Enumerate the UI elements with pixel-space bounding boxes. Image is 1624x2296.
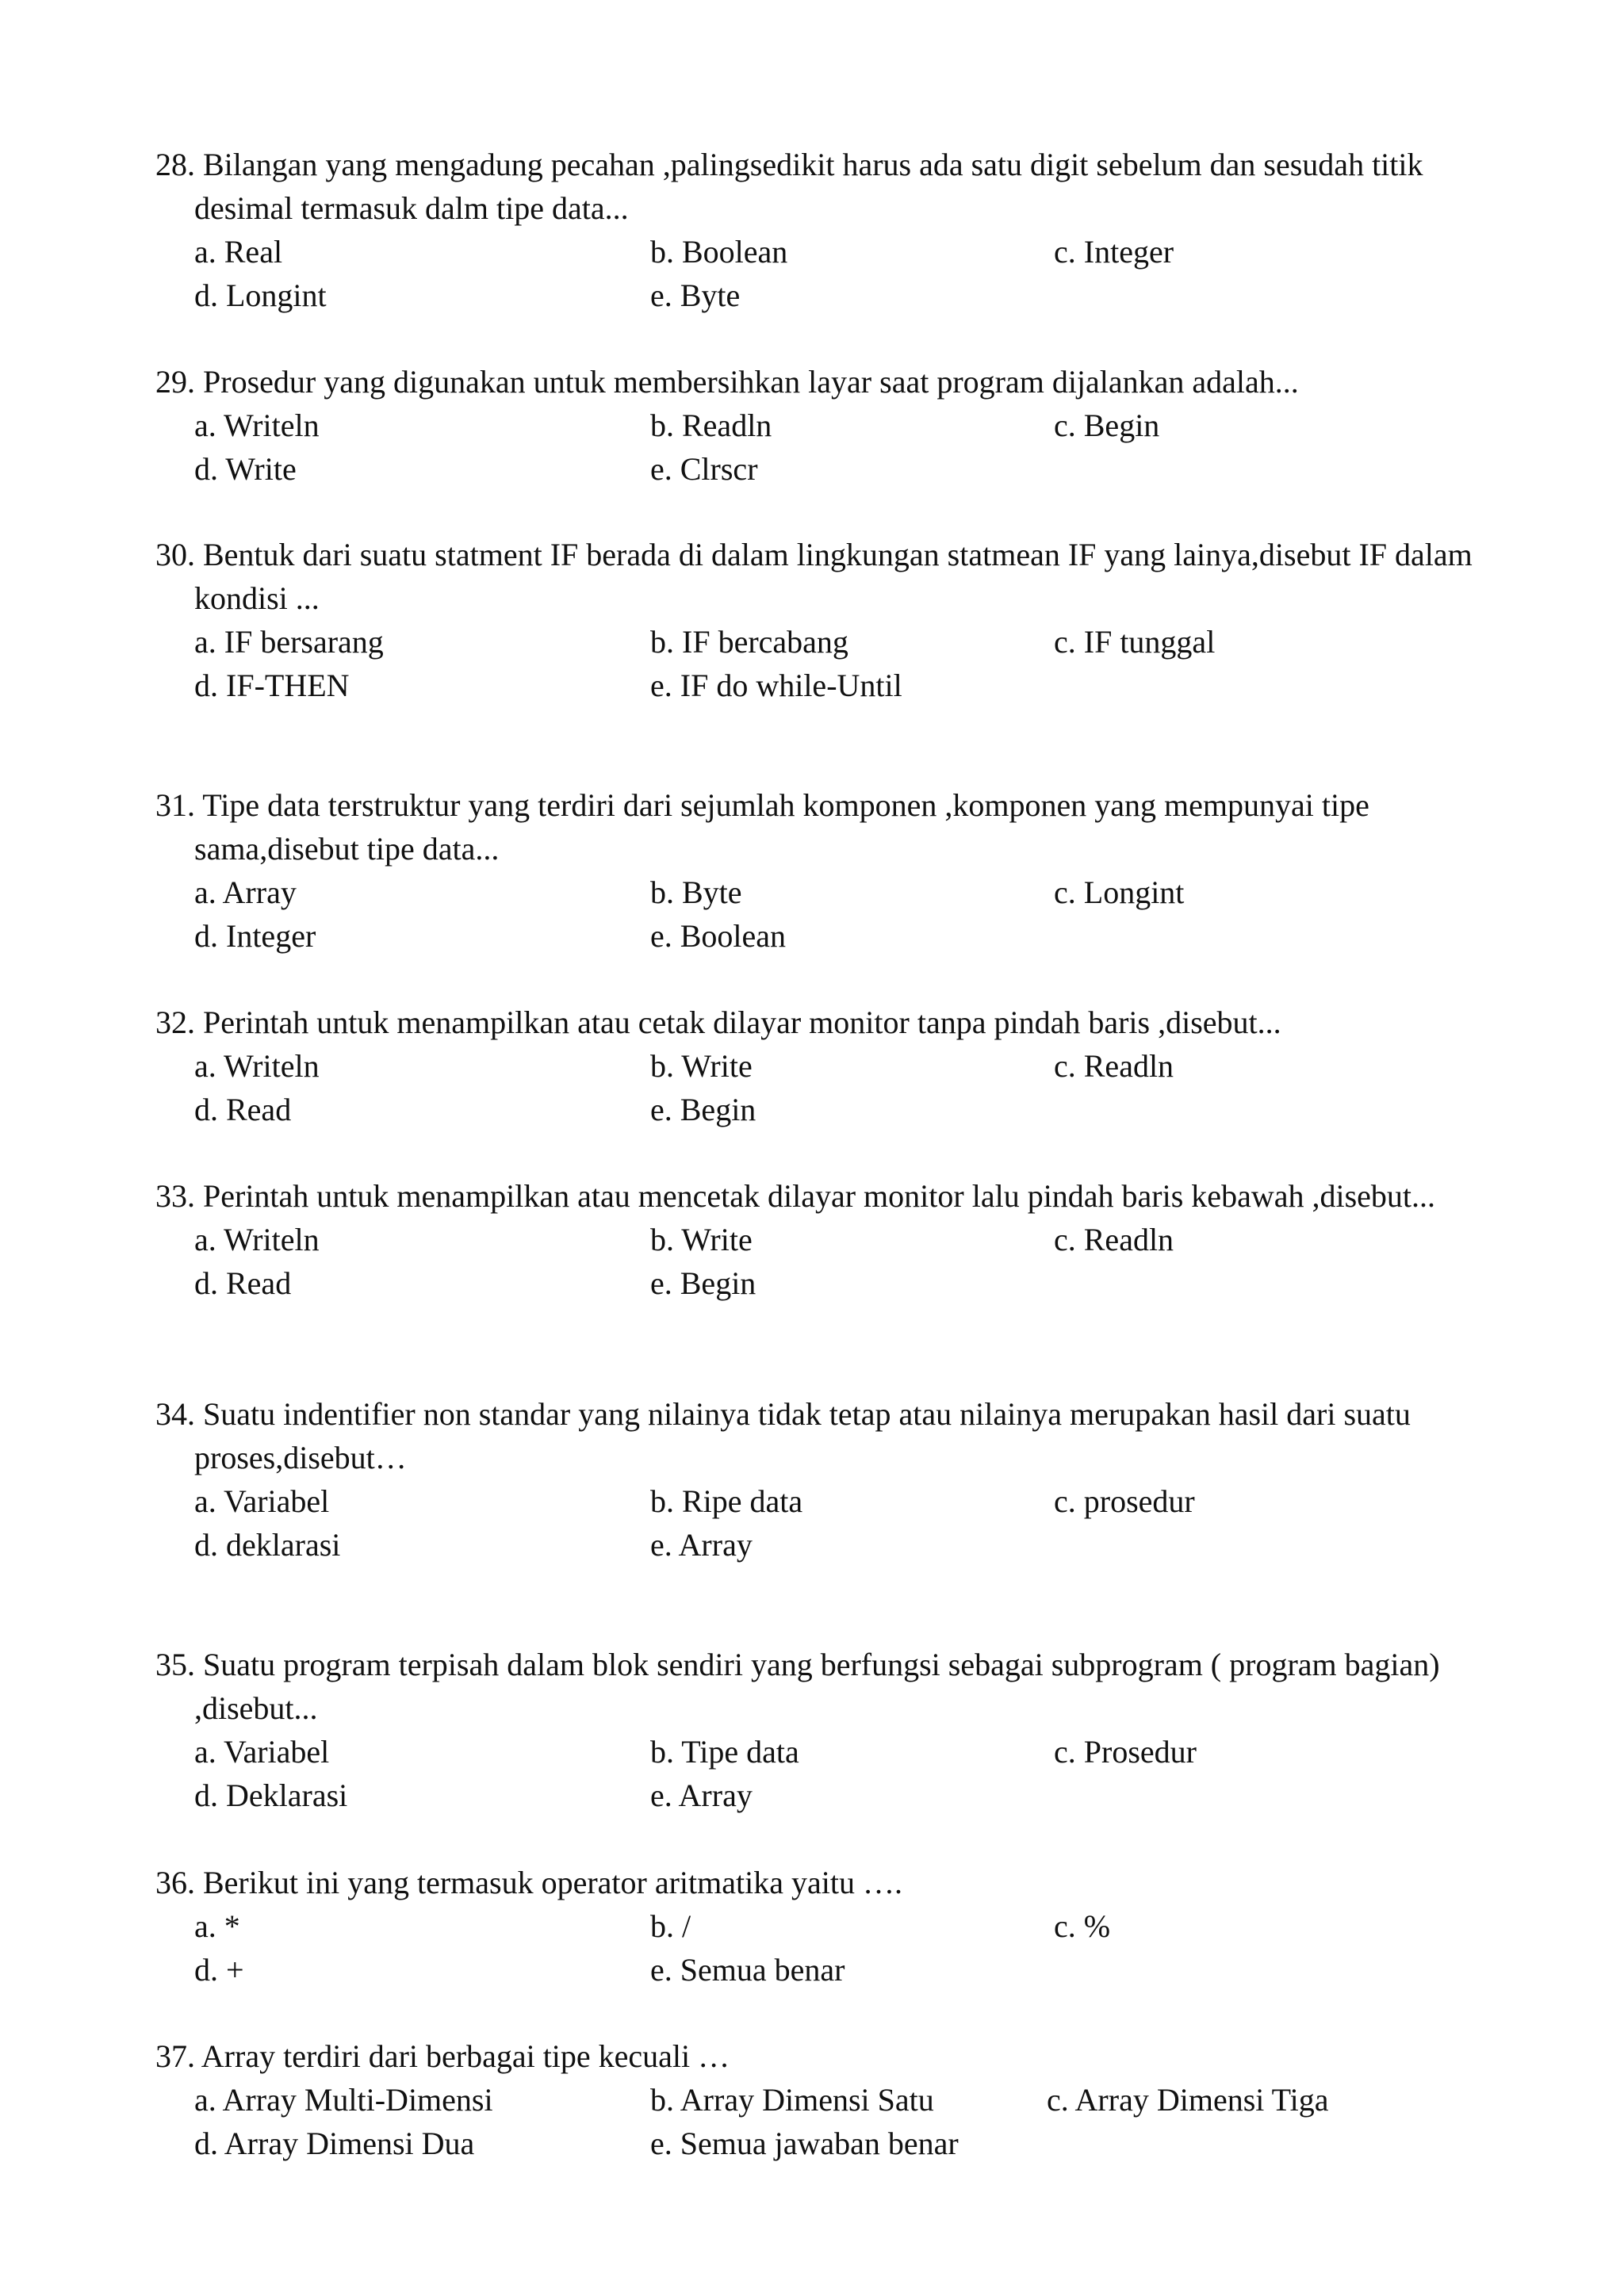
answer-options: [155, 230, 1503, 317]
option-e: e. Clrscr: [650, 451, 758, 487]
answer-options: [155, 404, 1503, 491]
option-c: c. Readln: [1054, 1222, 1174, 1257]
option-d: d. IF-THEN: [194, 668, 350, 703]
option-a: a. Array: [194, 874, 297, 910]
question-text: 36. Berikut ini yang termasuk operator aritmatika yaitu ….: [155, 1865, 902, 1900]
option-c: c. %: [1054, 1908, 1111, 1944]
option-b: b. Ripe data: [650, 1483, 803, 1519]
question-36: [155, 1861, 1503, 1992]
option-b: b. Boolean: [650, 234, 788, 270]
option-d: d. Deklarasi: [194, 1777, 348, 1813]
option-b: b. IF bercabang: [650, 624, 848, 660]
question-35: [155, 1643, 1503, 1817]
option-c: c. Readln: [1054, 1048, 1174, 1084]
option-d: d. Longint: [194, 277, 327, 313]
option-b: b. Readln: [650, 408, 772, 443]
answer-options: [155, 2078, 1503, 2165]
option-b: b. Tipe data: [650, 1734, 799, 1770]
option-a: a. Variabel: [194, 1483, 330, 1519]
option-b: b. Array Dimensi Satu: [650, 2082, 934, 2118]
option-c: c. IF tunggal: [1054, 624, 1216, 660]
option-e: e. Begin: [650, 1092, 756, 1127]
question-text: 34. Suatu indentifier non standar yang nilainya tidak tetap atau nilainya merupakan hasil dari suatu proses,disebut…: [155, 1396, 1411, 1475]
option-d: d. Integer: [194, 918, 316, 954]
question-29: [155, 360, 1503, 491]
question-30: [155, 533, 1503, 707]
question-33: [155, 1174, 1503, 1305]
option-a: a. IF bersarang: [194, 624, 384, 660]
option-d: d. Array Dimensi Dua: [194, 2126, 475, 2161]
option-d: d. deklarasi: [194, 1527, 341, 1563]
option-c: c. Integer: [1054, 234, 1174, 270]
answer-options: [155, 1218, 1503, 1305]
option-e: e. Begin: [650, 1265, 756, 1301]
option-d: d. Read: [194, 1265, 292, 1301]
option-a: a. Array Multi-Dimensi: [194, 2082, 493, 2118]
option-a: a. *: [194, 1908, 240, 1944]
option-a: a. Real: [194, 234, 283, 270]
option-c: c. prosedur: [1054, 1483, 1195, 1519]
option-d: d. +: [194, 1952, 244, 1988]
option-e: e. Semua benar: [650, 1952, 845, 1988]
option-e: e. Array: [650, 1777, 753, 1813]
option-e: e. Semua jawaban benar: [650, 2126, 959, 2161]
question-31: [155, 783, 1503, 958]
question-text: 33. Perintah untuk menampilkan atau mencetak dilayar monitor lalu pindah baris kebawah ,disebut...: [155, 1178, 1436, 1214]
question-28: [155, 143, 1503, 317]
question-text: 29. Prosedur yang digunakan untuk membersihkan layar saat program dijalankan adalah...: [155, 364, 1299, 400]
option-a: a. Writeln: [194, 1048, 320, 1084]
answer-options: [155, 1730, 1503, 1817]
question-text: 31. Tipe data terstruktur yang terdiri dari sejumlah komponen ,komponen yang mempunyai tipe sama,disebut tipe data...: [155, 787, 1369, 867]
answer-options: [155, 620, 1503, 707]
option-d: d. Read: [194, 1092, 292, 1127]
question-text: 30. Bentuk dari suatu statment IF berada di dalam lingkungan statmean IF yang lainya,disebut IF dalam kondisi ...: [155, 537, 1473, 616]
option-b: b. Write: [650, 1222, 753, 1257]
question-32: [155, 1001, 1503, 1131]
answer-options: [155, 1904, 1503, 1992]
question-34: [155, 1392, 1503, 1567]
answer-options: [155, 871, 1503, 958]
question-text: 28. Bilangan yang mengadung pecahan ,palingsedikit harus ada satu digit sebelum dan sesudah titik desimal termasuk dalm tipe data...: [155, 147, 1423, 226]
option-b: b. Byte: [650, 874, 742, 910]
option-a: a. Writeln: [194, 1222, 320, 1257]
option-a: a. Variabel: [194, 1734, 330, 1770]
option-b: b. /: [650, 1908, 691, 1944]
option-c: c. Array Dimensi Tiga: [1047, 2082, 1329, 2118]
question-37: [155, 2034, 1503, 2165]
answer-options: [155, 1044, 1503, 1131]
option-e: e. Array: [650, 1527, 753, 1563]
option-d: d. Write: [194, 451, 297, 487]
option-e: e. Boolean: [650, 918, 787, 954]
question-text: 37. Array terdiri dari berbagai tipe kecuali …: [155, 2038, 730, 2074]
option-b: b. Write: [650, 1048, 753, 1084]
option-e: e. Byte: [650, 277, 741, 313]
option-a: a. Writeln: [194, 408, 320, 443]
question-text: 35. Suatu program terpisah dalam blok sendiri yang berfungsi sebagai subprogram ( program bagian) ,disebut...: [155, 1647, 1440, 1726]
question-text: 32. Perintah untuk menampilkan atau cetak dilayar monitor tanpa pindah baris ,disebut...: [155, 1004, 1281, 1040]
option-c: c. Longint: [1054, 874, 1185, 910]
option-e: e. IF do while-Until: [650, 668, 902, 703]
option-c: c. Prosedur: [1054, 1734, 1197, 1770]
option-c: c. Begin: [1054, 408, 1160, 443]
answer-options: [155, 1479, 1503, 1567]
